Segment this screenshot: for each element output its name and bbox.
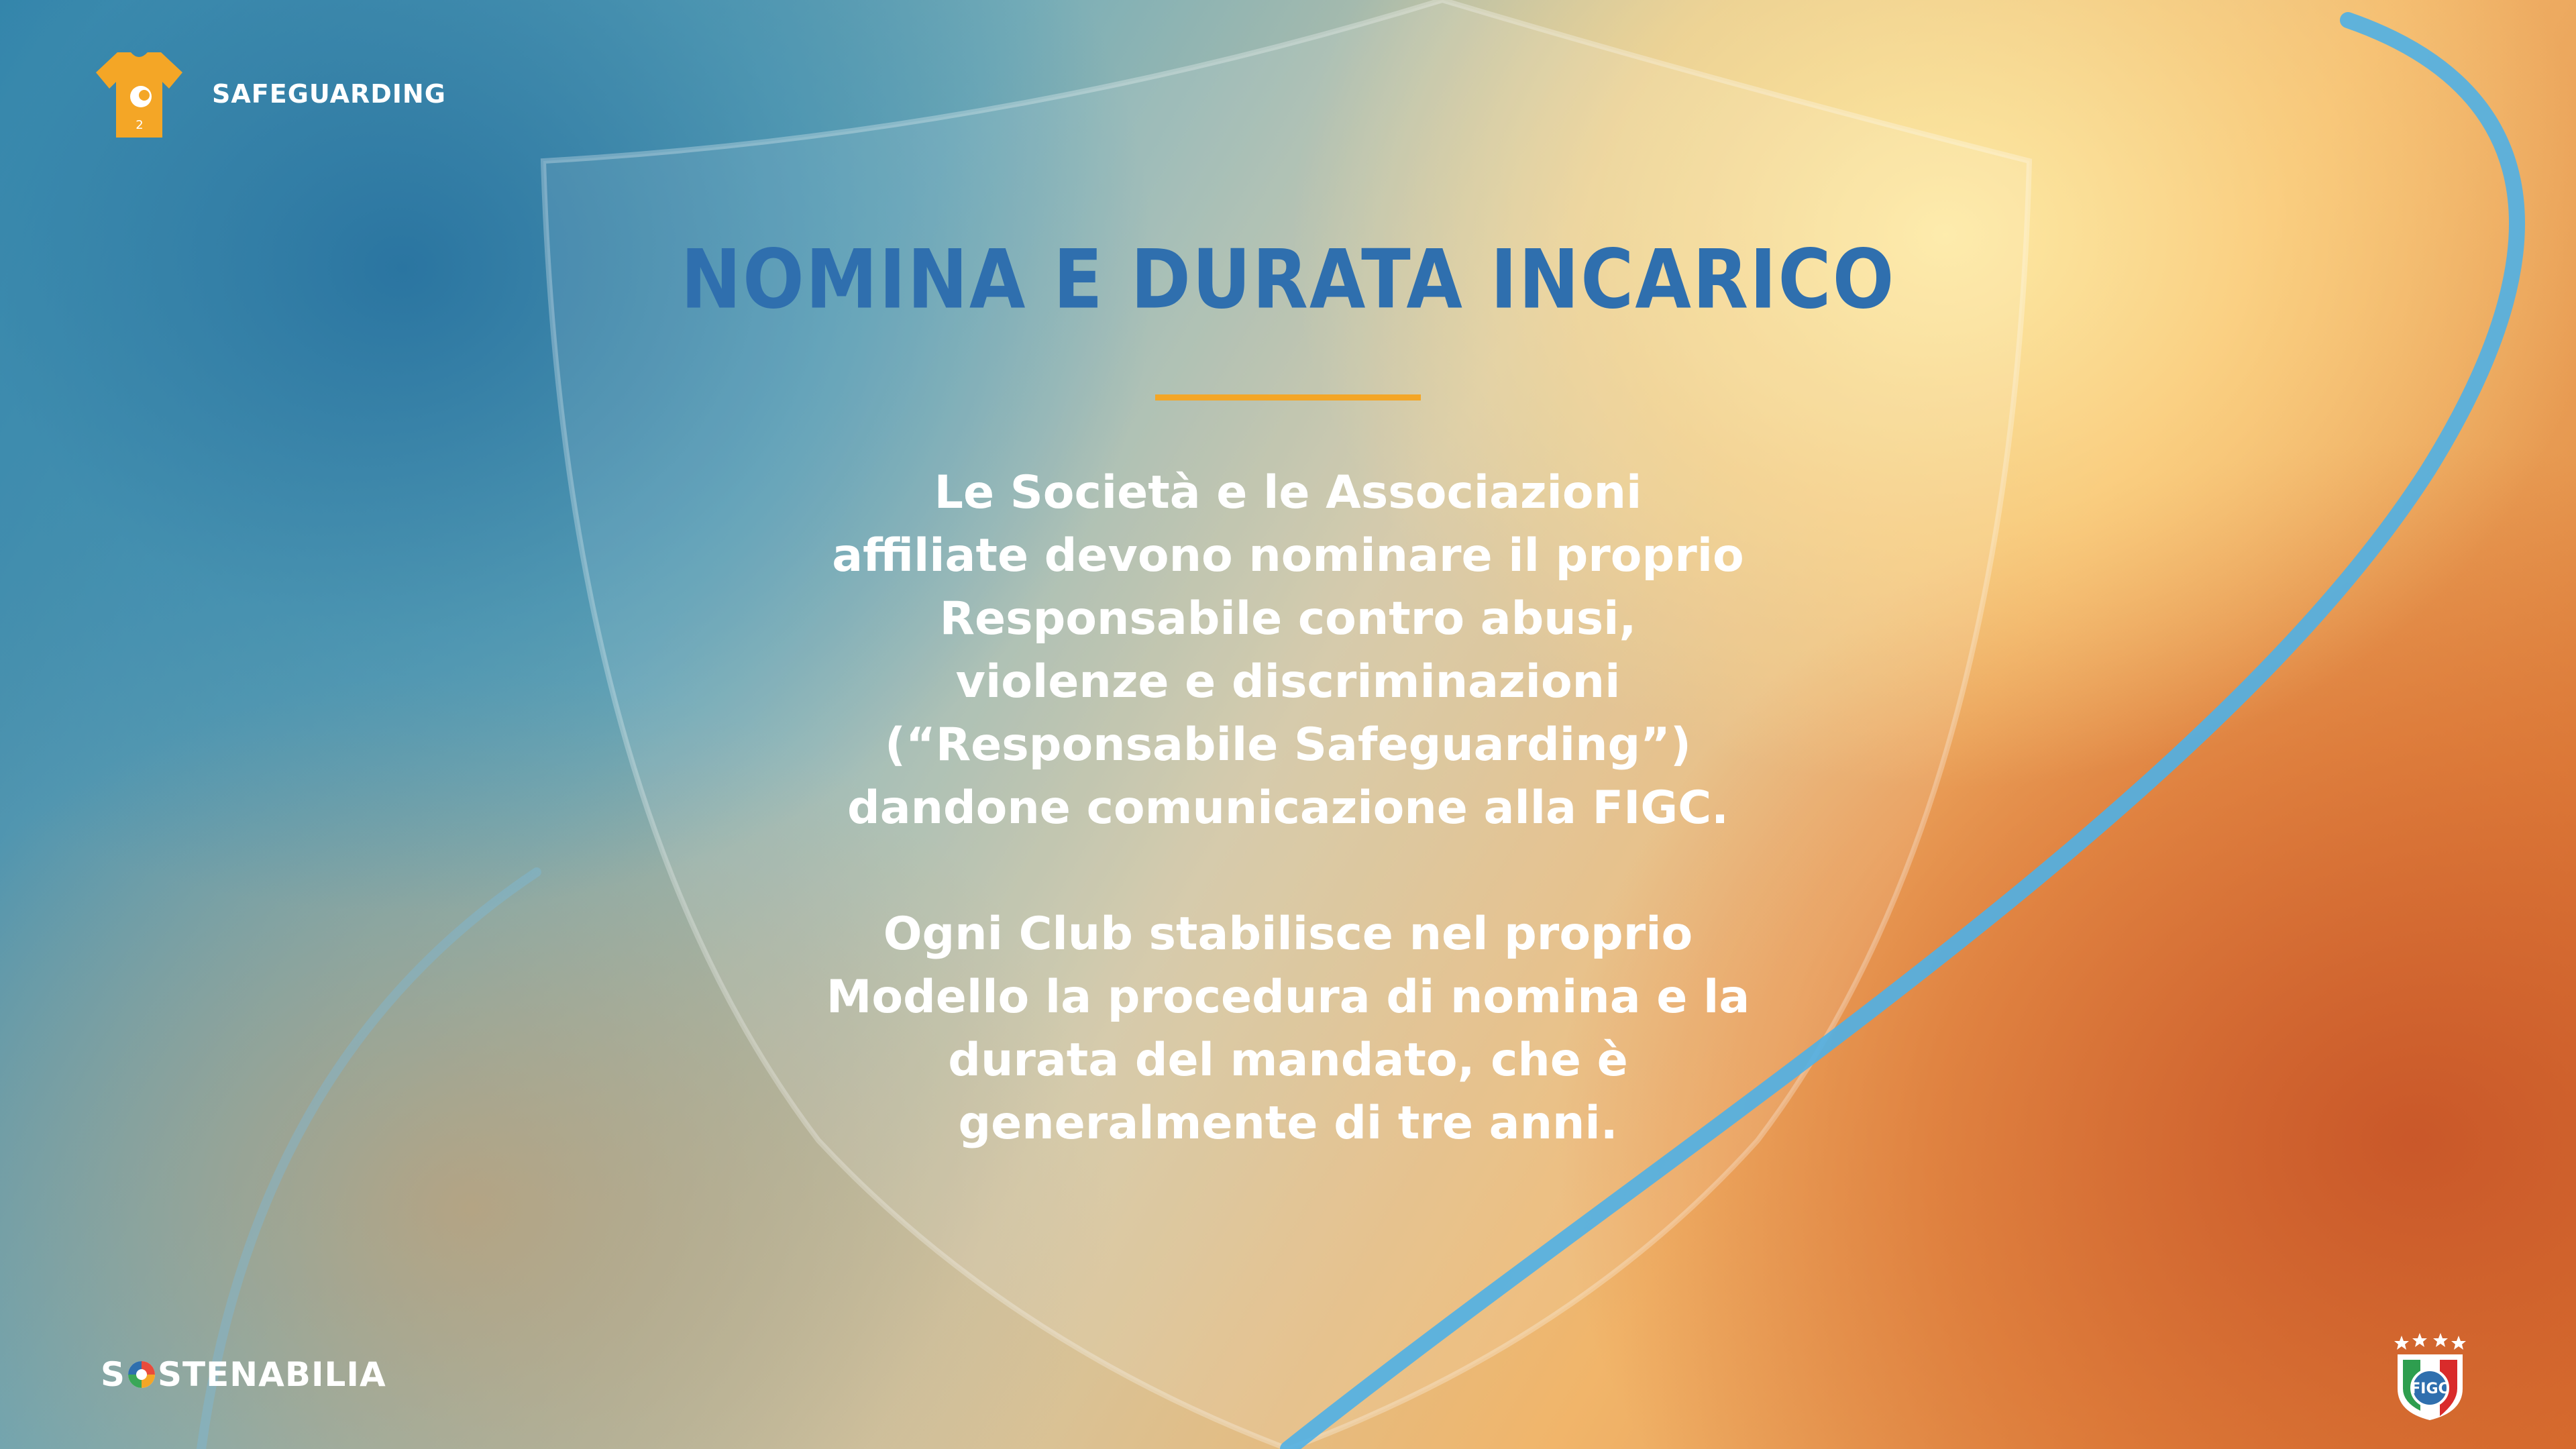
text-line: violenze e discriminazioni	[955, 655, 1621, 708]
colorful-ball-icon	[127, 1360, 156, 1389]
shirt-number: 2	[136, 118, 144, 132]
section-label: SAFEGUARDING	[212, 79, 446, 109]
slide-body	[724, 462, 1851, 1155]
text-line: Le Società e le Associazioni	[934, 466, 1642, 519]
text-line: (“Responsabile Safeguarding”)	[885, 718, 1691, 771]
sostenabilia-logo	[101, 1355, 386, 1394]
text-line: affiliate devono nominare il proprio	[832, 529, 1744, 582]
paragraph-1	[724, 462, 1851, 840]
paragraph-2	[724, 903, 1851, 1155]
slide-title: NOMINA E DURATA INCARICO	[680, 233, 1896, 327]
text-line: Modello la procedura di nomina e la	[826, 971, 1750, 1024]
text-line: durata del mandato, che è	[948, 1034, 1628, 1087]
tshirt-icon	[94, 47, 184, 141]
title-underline	[1155, 394, 1421, 400]
badge-text: FIGC	[2410, 1381, 2449, 1397]
brand-suffix: STENABILIA	[158, 1355, 386, 1394]
text-line: Responsabile contro abusi,	[939, 592, 1637, 645]
brand-prefix: S	[101, 1355, 126, 1394]
text-line: Ogni Club stabilisce nel proprio	[883, 908, 1693, 961]
text-line: dandone comunicazione alla FIGC.	[847, 782, 1729, 835]
text-line: generalmente di tre anni.	[958, 1097, 1618, 1150]
figc-badge-icon	[2388, 1332, 2472, 1422]
